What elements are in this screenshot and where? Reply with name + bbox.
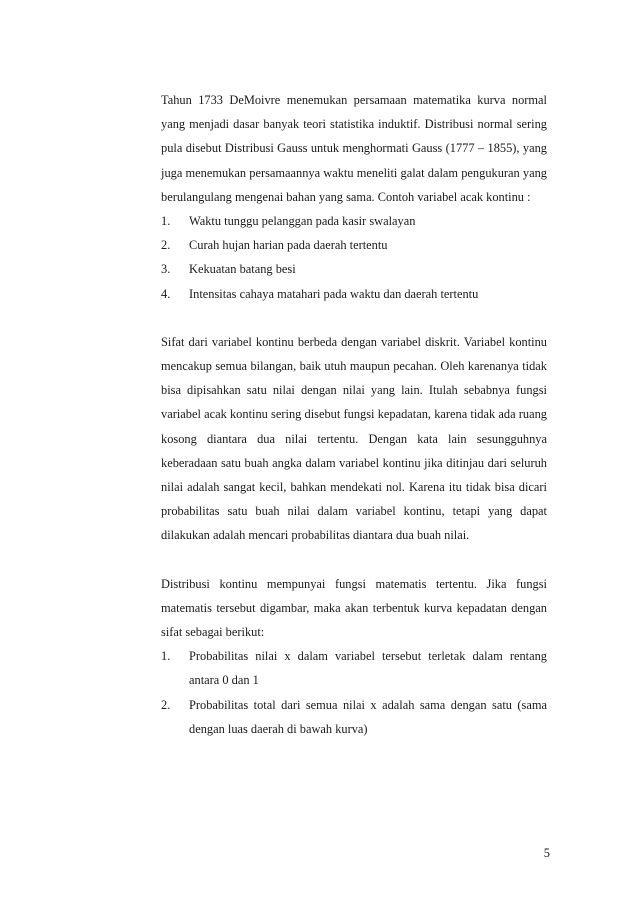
- continuous-variable-paragraph: Sifat dari variabel kontinu berbeda dengan variabel diskrit. Variabel kontinu mencakup semua bilangan, baik utuh maupun pecahan. Oleh karenanya tidak bisa dipisahkan satu nilai dengan nilai yang lain. Itulah sebabnya fungsi variabel acak kontinu sering disebut fungsi kepadatan, karena tidak ada ruang kosong diantara dua nilai tertentu. Dengan kata lain sesungguhnya keberadaan satu buah angka dalam variabel kontinu jika ditinjau dari seluruh nilai adalah sangat kecil, bahkan mendekati nol. Karena itu tidak bisa dicari probabilitas satu buah nilai dalam variabel kontinu, tetapi yang dapat dilakukan adalah mencari probabilitas diantara dua buah nilai.: [161, 334, 547, 543]
- list-number: 4.: [161, 286, 171, 301]
- density-curve-properties-list: [161, 644, 547, 741]
- continuous-variable-examples-list: [161, 209, 547, 306]
- list-number: 2.: [161, 697, 171, 712]
- list-text: Waktu tunggu pelanggan pada kasir swalayan: [189, 214, 416, 229]
- list-number: 3.: [161, 262, 171, 277]
- list-item: [161, 644, 547, 692]
- list-item: [161, 257, 547, 281]
- list-item: [161, 693, 547, 741]
- list-item: [161, 233, 547, 257]
- list-text: Curah hujan harian pada daerah tertentu: [189, 238, 388, 253]
- list-number: 2.: [161, 238, 171, 253]
- list-text: Probabilitas total dari semua nilai x adalah sama dengan satu (sama dengan luas daerah di bawah kurva): [189, 697, 547, 736]
- intro-paragraph: Tahun 1733 DeMoivre menemukan persamaan matematika kurva normal yang menjadi dasar banyak teori statistika induktif. Distribusi normal sering pula disebut Distribusi Gauss untuk menghormati Gauss (1777 – 1855), yang juga menemukan persamaannya waktu meneliti galat dalam pengukuran yang berulangulang mengenai bahan yang sama. Contoh variabel acak kontinu :: [161, 93, 547, 204]
- list-text: Intensitas cahaya matahari pada waktu dan daerah tertentu: [189, 286, 479, 301]
- list-item: [161, 209, 547, 233]
- list-text: Kekuatan batang besi: [189, 262, 296, 277]
- page-number: 5: [543, 846, 550, 860]
- paragraph-gap: [161, 306, 547, 330]
- list-number: 1.: [161, 649, 171, 664]
- page-content: [161, 88, 547, 741]
- list-text: Probabilitas nilai x dalam variabel tersebut terletak dalam rentang antara 0 dan 1: [189, 649, 547, 688]
- continuous-distribution-paragraph: Distribusi kontinu mempunyai fungsi matematis tertentu. Jika fungsi matematis tersebut digambar, maka akan terbentuk kurva kepadatan dengan sifat sebagai berikut:: [161, 576, 547, 640]
- list-number: 1.: [161, 214, 171, 229]
- paragraph-gap: [161, 548, 547, 572]
- list-item: [161, 282, 547, 306]
